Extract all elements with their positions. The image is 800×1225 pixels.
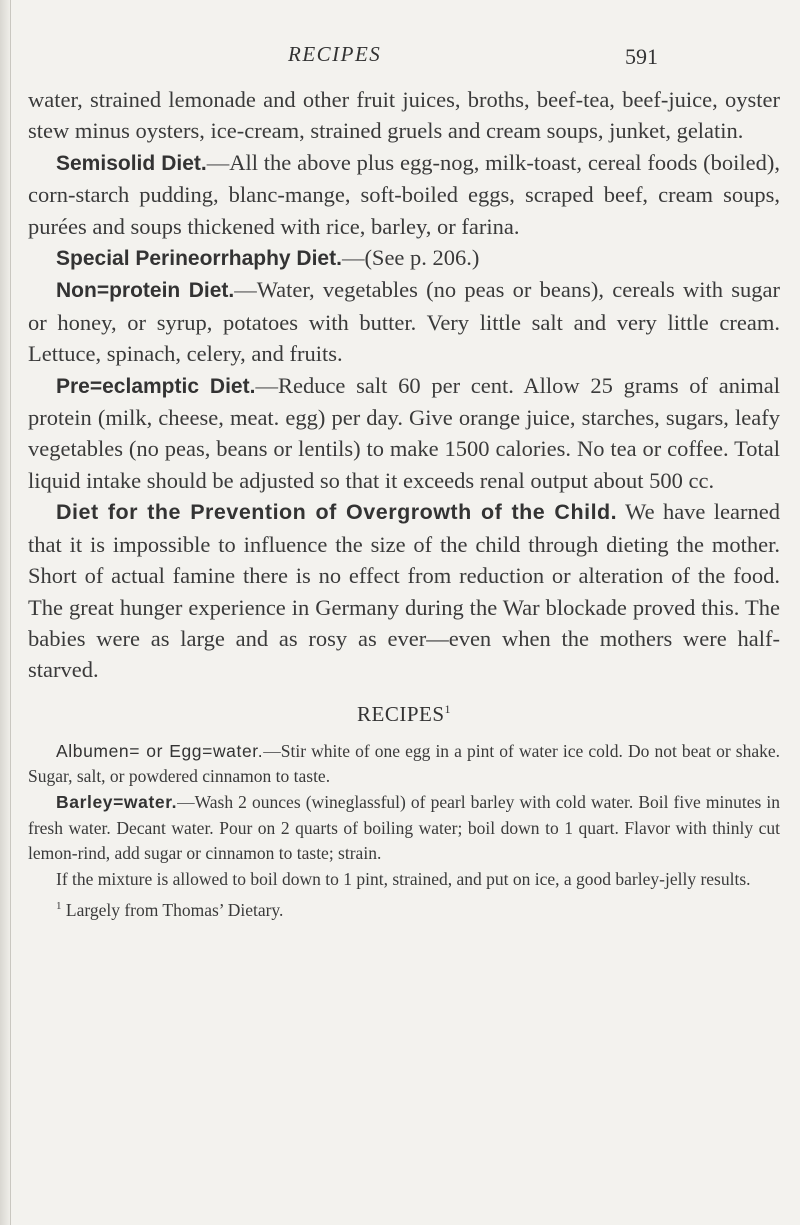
running-head: RECIPES xyxy=(288,42,382,66)
paragraph-text: (See p. 206.) xyxy=(364,245,480,271)
recipe-text: Wash 2 ounces (wineglassful) of pearl barley with cold water. Boil five minutes in fresh water. Decant water. Pour on 2 quarts of boiling water; boil down to 1 quart. Flavor with thinly cut lemon-rind, add sugar or cinnamon to taste; strain. xyxy=(28,791,780,864)
footnote-reference: 1 xyxy=(444,701,452,716)
recipe-lead-albumen: Albumen= or Egg=water. xyxy=(56,740,264,761)
recipe-barley-note xyxy=(28,867,780,893)
page-header xyxy=(0,40,800,72)
footnote-text: Largely from Thomas’ Dietary. xyxy=(65,900,284,921)
paragraph-nonprotein-diet: Non=protein Diet.—Water, vegetables (no peas or beans), cereals with sugar or honey, or syrup, potatoes with butter. Very little salt and very little cream. Lettuce, spinach, celery, and fruits. xyxy=(28,277,781,367)
paragraph-text: We have learned that it is impossible to influence the size of the child through dieting the mother. Short of actual famine there is no effect from reduction or alteration of the food. The great hunger experience in Germany during the War blockade proved this. The babies were as large and as rosy as ever—even when the mothers were half-starved. xyxy=(28,499,780,683)
recipe-lead-barley: Barley=water. xyxy=(56,791,178,812)
paragraph-liquid-diet-continued xyxy=(28,84,780,147)
footnote xyxy=(28,894,780,923)
recipes-heading-text: RECIPES xyxy=(356,701,445,726)
recipe-note-text: If the mixture is allowed to boil down to 1 pint, strained, and put on ice, a good barley-jelly results. xyxy=(56,868,751,889)
page-binding-edge xyxy=(0,0,11,1225)
paragraph-text: Reduce salt 60 per cent. Allow 25 grams of animal protein (milk, cheese, meat. egg) per day. Give orange juice, starches, sugars, leafy vegetables (no peas, beans or lentils) to make 1500 calories. No tea or coffee. Total liquid intake should be adjusted so that it exceeds renal output about 500 cc. xyxy=(28,372,780,493)
footnote-mark: 1 xyxy=(56,900,62,913)
section-lead-semisolid: Semisolid Diet. xyxy=(56,151,207,175)
section-lead-preeclamptic: Pre=eclamptic Diet. xyxy=(56,374,256,398)
section-lead-perineorrhaphy: Special Perineorrhaphy Diet. xyxy=(56,247,342,271)
recipes-heading xyxy=(28,702,780,727)
recipe-albumen-water: Albumen= or Egg=water.—Stir white of one egg in a pint of water ice cold. Do not beat or shake. Sugar, salt, or powdered cinnamon to taste. xyxy=(28,740,780,787)
recipe-text: Stir white of one egg in a pint of water ice cold. Do not beat or shake. Sugar, salt, or powdered cinnamon to taste. xyxy=(28,740,780,787)
section-lead-overgrowth: Diet for the Prevention of Overgrowth of the Child. xyxy=(56,500,618,525)
section-lead-nonprotein: Non=protein Diet. xyxy=(56,279,235,303)
page-number: 591 xyxy=(625,44,658,69)
paragraph-text: water, strained lemonade and other fruit juices, broths, beef-tea, beef-juice, oyster stew minus oysters, ice-cream, strained gruels and cream soups, junket, gelatin. xyxy=(28,87,780,144)
paragraph-preeclamptic-diet: Pre=eclamptic Diet.—Reduce salt 60 per cent. Allow 25 grams of animal protein (milk, cheese, meat. egg) per day. Give orange juice, starches, sugars, leafy vegetables (no peas, beans or lentils) to make 1500 calories. No tea or coffee. Total liquid intake should be adjusted so that it exceeds renal output about 500 cc. xyxy=(28,372,780,493)
paragraph-overgrowth-diet xyxy=(28,496,780,685)
paragraph-perineorrhaphy-diet: Special Perineorrhaphy Diet.—(See p. 206.) xyxy=(56,245,480,271)
paragraph-text: Water, vegetables (no peas or beans), cereals with sugar or honey, or syrup, potatoes with butter. Very little salt and very little cream. Lettuce, spinach, celery, and fruits. xyxy=(28,277,781,367)
page-body xyxy=(28,84,780,923)
paragraph-text: All the above plus egg-nog, milk-toast, cereal foods (boiled), corn-starch pudding, blanc-mange, soft-boiled eggs, scraped beef, cream soups, purées and soups thickened with rice, barley, or farina. xyxy=(28,149,780,239)
paragraph-semisolid-diet: Semisolid Diet.—All the above plus egg-nog, milk-toast, cereal foods (boiled), corn-starch pudding, blanc-mange, soft-boiled eggs, scraped beef, cream soups, purées and soups thickened with rice, barley, or farina. xyxy=(28,149,780,239)
recipe-barley-water: Barley=water.—Wash 2 ounces (wineglassful) of pearl barley with cold water. Boil five minutes in fresh water. Decant water. Pour on 2 quarts of boiling water; boil down to 1 quart. Flavor with thinly cut lemon-rind, add sugar or cinnamon to taste; strain. xyxy=(28,791,780,864)
